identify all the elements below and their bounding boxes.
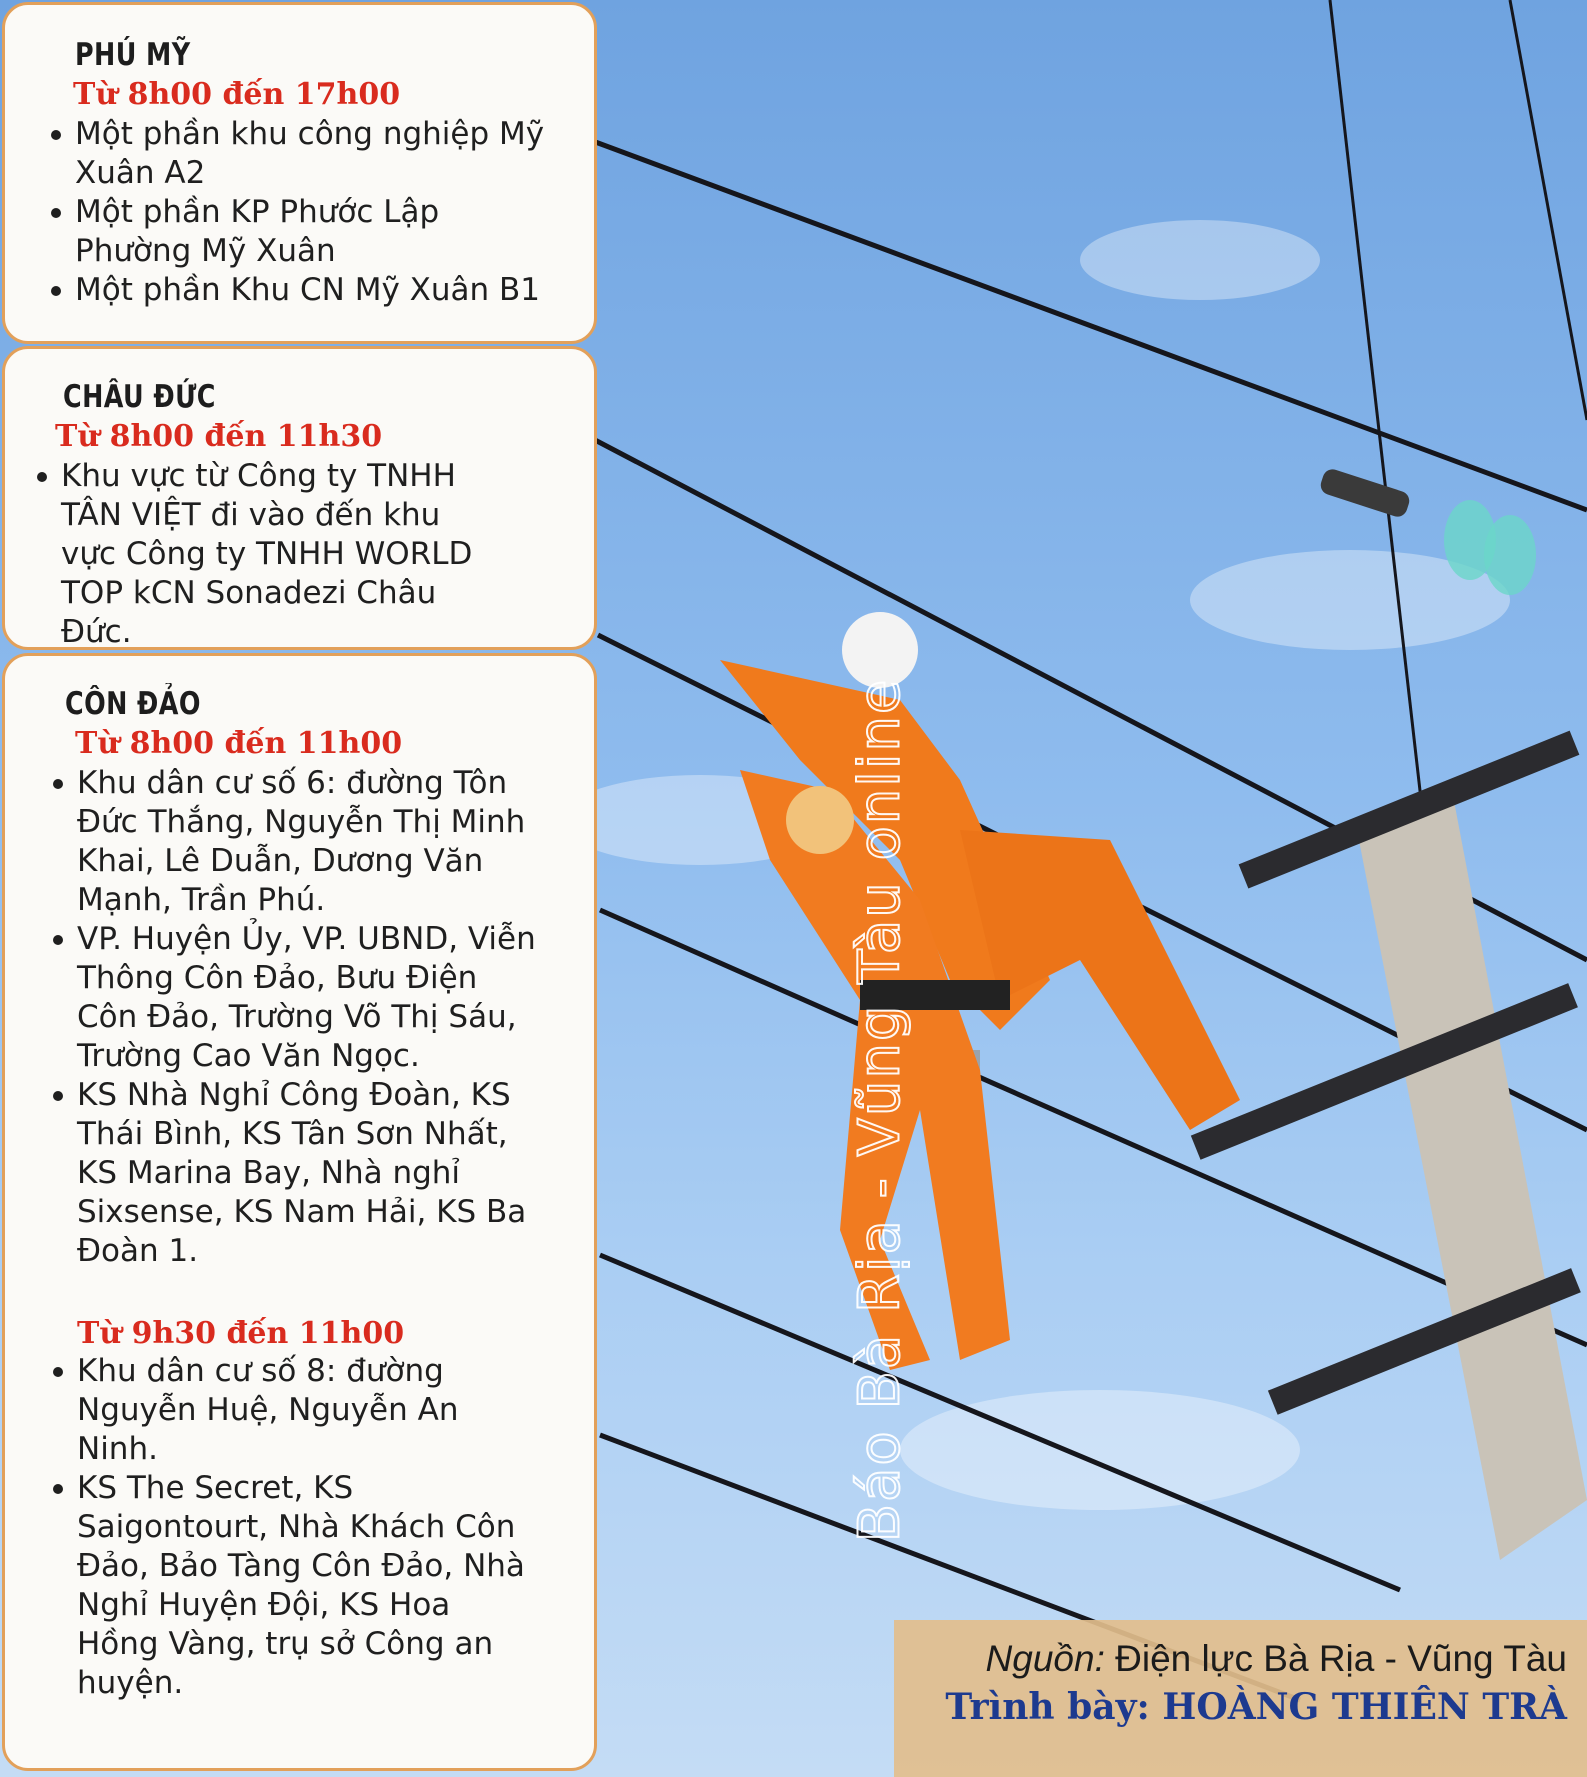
list-item: Một phần KP Phước Lập Phường Mỹ Xuân [75, 193, 545, 271]
list-item: Khu dân cư số 6: đường Tôn Đức Thắng, Nguyễn Thị Minh Khai, Lê Duẫn, Dương Văn Mạnh, Trần Phú. [77, 764, 537, 920]
section-time: Từ 8h00 đến 17h00 [73, 77, 401, 112]
section-title: CHÂU ĐỨC [63, 379, 216, 415]
source-box [894, 1620, 1587, 1777]
source-label: Nguồn: [985, 1638, 1105, 1679]
section-title: CÔN ĐẢO [65, 686, 201, 722]
list-item: KS Nhà Nghỉ Công Đoàn, KS Thái Bình, KS Tân Sơn Nhất, KS Marina Bay, Nhà nghỉ Sixsense, KS Nam Hải, KS Ba Đoàn 1. [77, 1076, 537, 1271]
section-time: Từ 8h00 đến 11h30 [55, 419, 383, 454]
card-chau-duc [2, 346, 597, 650]
source-line [934, 1638, 1567, 1680]
watermark: Báo Bà Rịa - Vũng Tàu online [847, 677, 913, 1543]
section-items-2 [77, 1352, 537, 1703]
list-item: VP. Huyện Ủy, VP. UBND, Viễn Thông Côn Đảo, Bưu Điện Côn Đảo, Trường Võ Thị Sáu, Trường Cao Văn Ngọc. [77, 921, 536, 1074]
credit-line: Trình bày: HOÀNG THIÊN TRÀ [945, 1686, 1567, 1728]
section-time: Từ 8h00 đến 11h00 [75, 726, 403, 761]
section-items [61, 457, 501, 652]
list-item: KS The Secret, KS Saigontourt, Nhà Khách Côn Đảo, Bảo Tàng Côn Đảo, Nhà Nghỉ Huyện Đội, KS Hoa Hồng Vàng, trụ sở Công an huyện. [77, 1469, 537, 1703]
section-time-2: Từ 9h30 đến 11h00 [77, 1316, 405, 1351]
list-item: Một phần Khu CN Mỹ Xuân B1 [75, 271, 545, 310]
source-value: Điện lực Bà Rịa - Vũng Tàu [1104, 1638, 1567, 1679]
section-items [77, 764, 537, 1271]
list-item: Một phần khu công nghiệp Mỹ Xuân A2 [75, 116, 545, 191]
section-items [75, 115, 545, 310]
card-phu-my [2, 2, 597, 344]
list-item: Khu vực từ Công ty TNHH TÂN VIỆT đi vào đến khu vực Công ty TNHH WORLD TOP kCN Sonadezi Châu Đức. [61, 457, 501, 652]
section-title: PHÚ MỸ [75, 37, 191, 73]
card-con-dao [2, 653, 597, 1771]
list-item: Khu dân cư số 8: đường Nguyễn Huệ, Nguyễn An Ninh. [77, 1352, 537, 1469]
